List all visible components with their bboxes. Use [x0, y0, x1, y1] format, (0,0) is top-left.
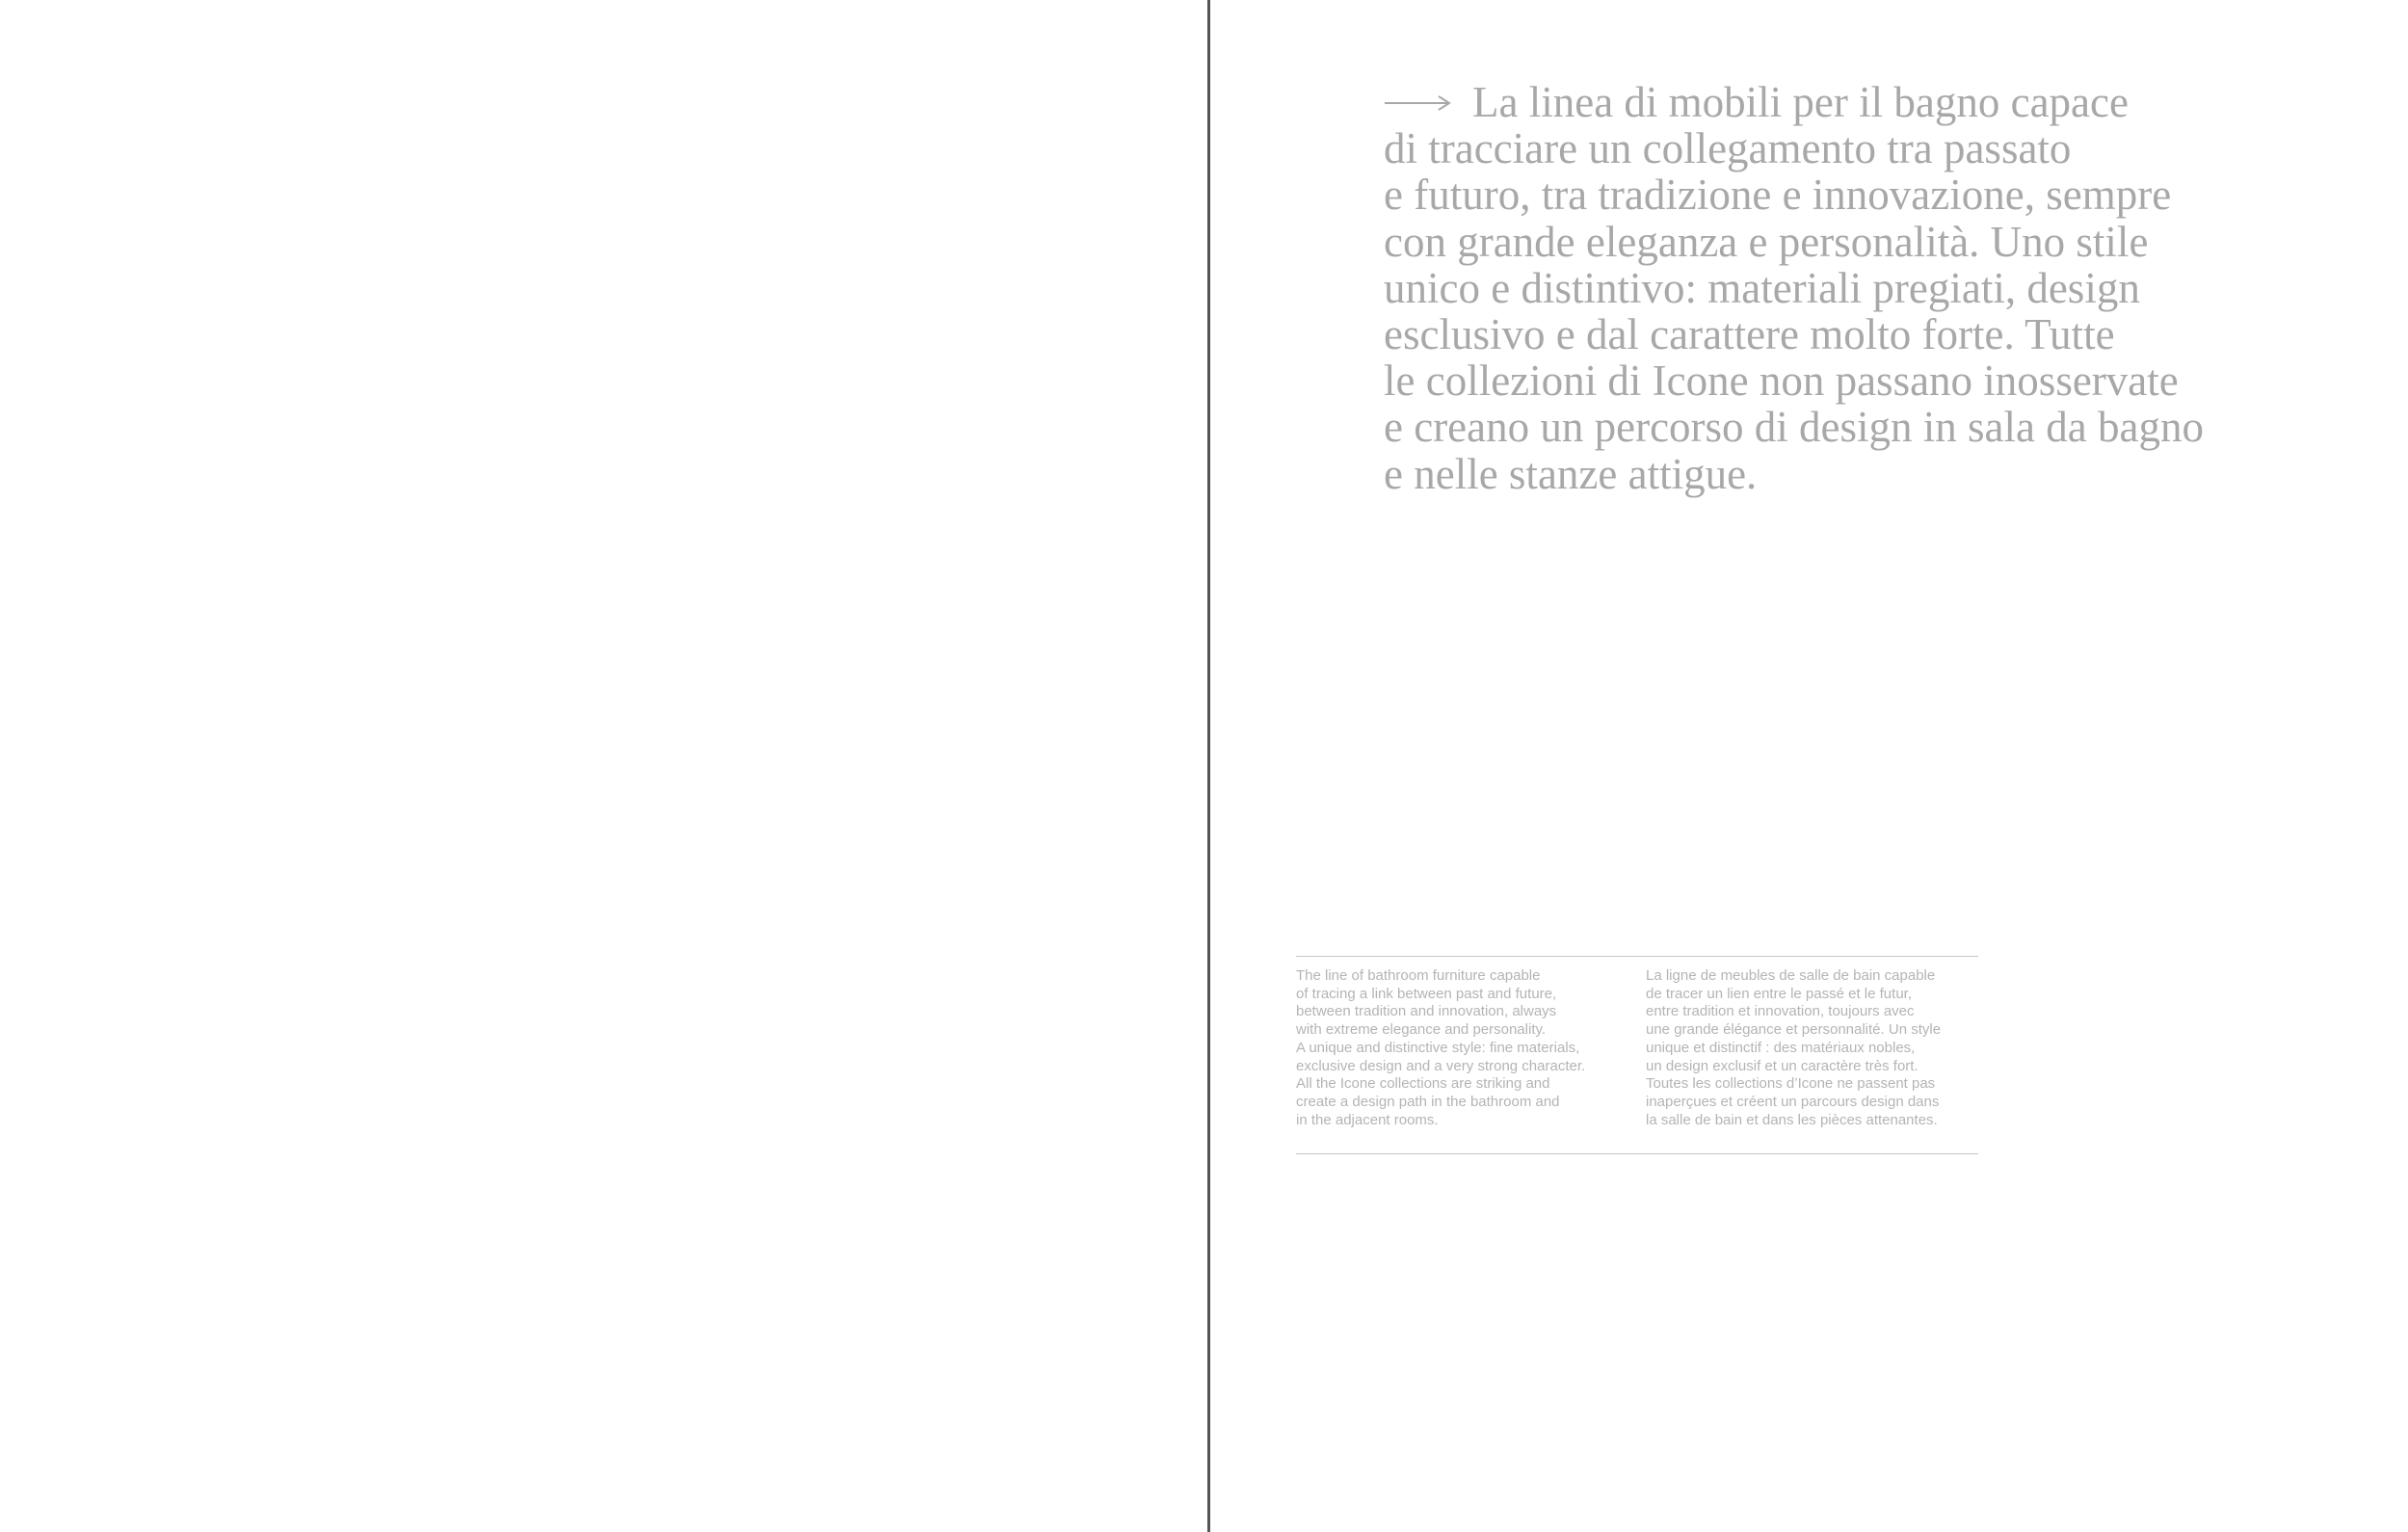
english-line: of tracing a link between past and future, — [1296, 985, 1557, 1002]
english-line: between tradition and innovation, always — [1296, 1003, 1557, 1020]
french-line: de tracer un lien entre le passé et le futur, — [1646, 985, 1912, 1002]
french-line: Toutes les collections d’Icone ne passent pas — [1646, 1075, 1936, 1093]
italian-intro — [1384, 79, 2270, 497]
right-page — [1210, 0, 2408, 1532]
intro-line: unico e distintivo: materiali pregiati, design — [1384, 263, 2140, 312]
intro-line: con grande eleganza e personalità. Uno stile — [1384, 217, 2149, 266]
french-line: un design exclusif et un caractère très fort. — [1646, 1057, 1918, 1074]
intro-line: le collezioni di Icone non passano inosservate — [1384, 357, 2179, 406]
intro-line: di tracciare un collegamento tra passato — [1384, 124, 2072, 173]
english-line: create a design path in the bathroom and — [1296, 1093, 1560, 1110]
english-text-column — [1296, 967, 1624, 1129]
english-line: in the adjacent rooms. — [1296, 1111, 1439, 1128]
intro-line — [1384, 79, 2270, 125]
bottom-divider — [1296, 1153, 1978, 1154]
french-line: unique et distinctif : des matériaux nobles, — [1646, 1039, 1916, 1056]
french-line: La ligne de meubles de salle de bain capable — [1646, 967, 1936, 984]
french-line: une grande élégance et personnalité. Un style — [1646, 1021, 1942, 1039]
english-line: All the Icone collections are striking and — [1296, 1075, 1550, 1093]
english-line: The line of bathroom furniture capable — [1296, 967, 1541, 984]
english-line: A unique and distinctive style: fine materials, — [1296, 1039, 1580, 1056]
intro-line: e creano un percorso di design in sala da bagno — [1384, 403, 2204, 452]
intro-line: e futuro, tra tradizione e innovazione, sempre — [1384, 171, 2172, 220]
french-line: entre tradition et innovation, toujours avec — [1646, 1003, 1915, 1020]
top-divider — [1296, 956, 1978, 957]
french-line: inaperçues et créent un parcours design dans — [1646, 1093, 1940, 1110]
intro-line: esclusivo e dal carattere molto forte. Tutte — [1384, 310, 2115, 359]
intro-line: e nelle stanze attigue. — [1384, 449, 1758, 498]
english-line: with extreme elegance and personality. — [1296, 1021, 1547, 1039]
french-text-column — [1646, 967, 1978, 1129]
english-line: exclusive design and a very strong character. — [1296, 1057, 1586, 1074]
french-line: la salle de bain et dans les pièces attenantes. — [1646, 1111, 1938, 1128]
intro-line-text: La linea di mobili per il bagno capace — [1472, 78, 2129, 126]
right-arrow-icon — [1384, 93, 1451, 113]
